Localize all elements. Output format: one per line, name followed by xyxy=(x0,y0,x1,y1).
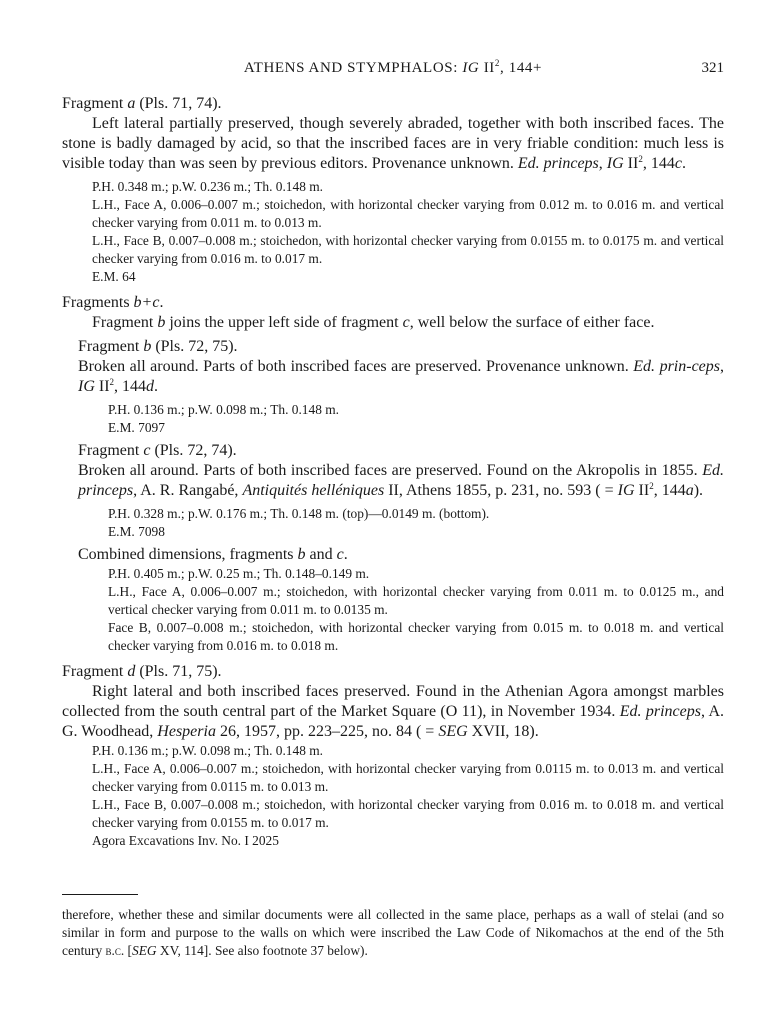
main-text xyxy=(62,94,724,850)
footnote-rule xyxy=(62,894,138,895)
fragment-b-description: Broken all around. Parts of both inscribed faces are preserved. Provenance unknown. Ed. prin-ceps, IG $II^2$, 144d. xyxy=(78,358,724,395)
fragment-b-dimensions: P.H. 0.136 m.; p.W. 0.098 m.; Th. 0.148 m. xyxy=(108,402,340,417)
running-title-roman: II xyxy=(479,60,495,76)
running-title-sup: 2 xyxy=(494,58,501,68)
fragment-d-dimensions: P.H. 0.136 m.; p.W. 0.098 m.; Th. 0.148 m. xyxy=(92,743,324,758)
fragment-c-heading: Fragment c (Pls. 72, 74). xyxy=(78,442,237,459)
fragment-d-face-b: L.H., Face B, 0.007–0.008 m.; stoichedon, with horizontal checker varying from 0.016 m. to 0.018 m. and vertical checker varying from 0.0155 m. to 0.017 m. xyxy=(92,797,724,830)
fragment-a-face-b: L.H., Face B, 0.007–0.008 m.; stoichedon, with horizontal checker varying from 0.0155 m. to 0.0175 m. and vertical checker varying from 0.016 m. to 0.017 m. xyxy=(92,233,724,266)
fragment-d-description: Right lateral and both inscribed faces preserved. Found in the Athenian Agora amongst marbles collected from the south central part of the Market Square (O 11), in November 1934. Ed. princeps, A. G. Woodhead, Hesperia 26, 1957, pp. 223–225, no. 84 ( = SEG XVII, 18). xyxy=(62,683,725,740)
fragments-bc-heading: Fragments b+c. xyxy=(62,294,164,311)
fragment-b-inventory: E.M. 7097 xyxy=(108,420,165,435)
fragment-d-heading: Fragment d (Pls. 71, 75). xyxy=(62,663,222,680)
fragment-d-face-a: L.H., Face A, 0.006–0.007 m.; stoichedon, with horizontal checker varying from 0.0115 m. to 0.013 m. and vertical checker varying from 0.0115 m. to 0.013 m. xyxy=(92,761,724,794)
fragments-bc-join: Fragment b joins the upper left side of fragment c, well below the surface of either face. xyxy=(92,314,655,331)
fragment-d-inventory: Agora Excavations Inv. No. I 2025 xyxy=(92,833,279,848)
fragment-c-description: Broken all around. Parts of both inscribed faces are preserved. Found on the Akropolis in 1855. Ed. princeps, A. R. Rangabé, Antiquités helléniques II, Athens 1855, p. 231, no. 593 ( = IG $II^2$, 144a). xyxy=(78,462,724,499)
running-title-text: ATHENS AND STYMPHALOS: xyxy=(243,60,463,76)
fragment-b-heading: Fragment b (Pls. 72, 75). xyxy=(78,338,238,355)
fragment-c-inventory: E.M. 7098 xyxy=(108,524,165,539)
fragment-c-dimensions: P.H. 0.328 m.; p.W. 0.176 m.; Th. 0.148 m. (top)—0.0149 m. (bottom). xyxy=(108,506,490,521)
running-title xyxy=(62,60,724,77)
page-number: 321 xyxy=(701,60,724,76)
combined-face-a: L.H., Face A, 0.006–0.007 m.; stoichedon, with horizontal checker varying from 0.011 m. to 0.0125 m., and vertical checker varying from 0.011 m. to 0.0135 m. xyxy=(108,584,724,617)
footnote: therefore, whether these and similar documents were all collected in the same place, perhaps as a wall of stelai (and so similar in form and purpose to the walls on which were inscribed the Law Code of Nikomachos at the end of the 5th century b.c. [SEG XV, 114]. See also footnote 37 below). xyxy=(62,907,724,958)
fragment-a-description: Left lateral partially preserved, though severely abraded, together with both inscribed faces. The stone is badly damaged by acid, so that the inscribed faces are in very friable condition: much less is visible today than was seen by previous editors. Provenance unknown. Ed. princeps, IG $II^2$, 144c. xyxy=(62,115,724,172)
fragment-a-face-a: L.H., Face A, 0.006–0.007 m.; stoichedon, with horizontal checker varying from 0.012 m. to 0.016 m. and vertical checker varying from 0.011 m. to 0.013 m. xyxy=(92,197,724,230)
fragment-a-heading: Fragment a (Pls. 71, 74). xyxy=(62,95,222,112)
fragment-b-section xyxy=(62,333,724,655)
fragment-a-inventory: E.M. 64 xyxy=(92,269,136,284)
running-title-ig: IG xyxy=(462,60,480,76)
fragment-a-dimensions: P.H. 0.348 m.; p.W. 0.236 m.; Th. 0.148 m. xyxy=(92,179,324,194)
combined-face-b: Face B, 0.007–0.008 m.; stoichedon, with horizontal checker varying from 0.015 m. to 0.018 m. and vertical checker varying from 0.016 m. to 0.018 m. xyxy=(108,620,724,653)
combined-heading: Combined dimensions, fragments b and c. xyxy=(78,546,348,563)
running-head xyxy=(62,60,724,82)
running-title-post: , 144+ xyxy=(500,60,543,76)
combined-dimensions: P.H. 0.405 m.; p.W. 0.25 m.; Th. 0.148–0.149 m. xyxy=(108,566,370,581)
